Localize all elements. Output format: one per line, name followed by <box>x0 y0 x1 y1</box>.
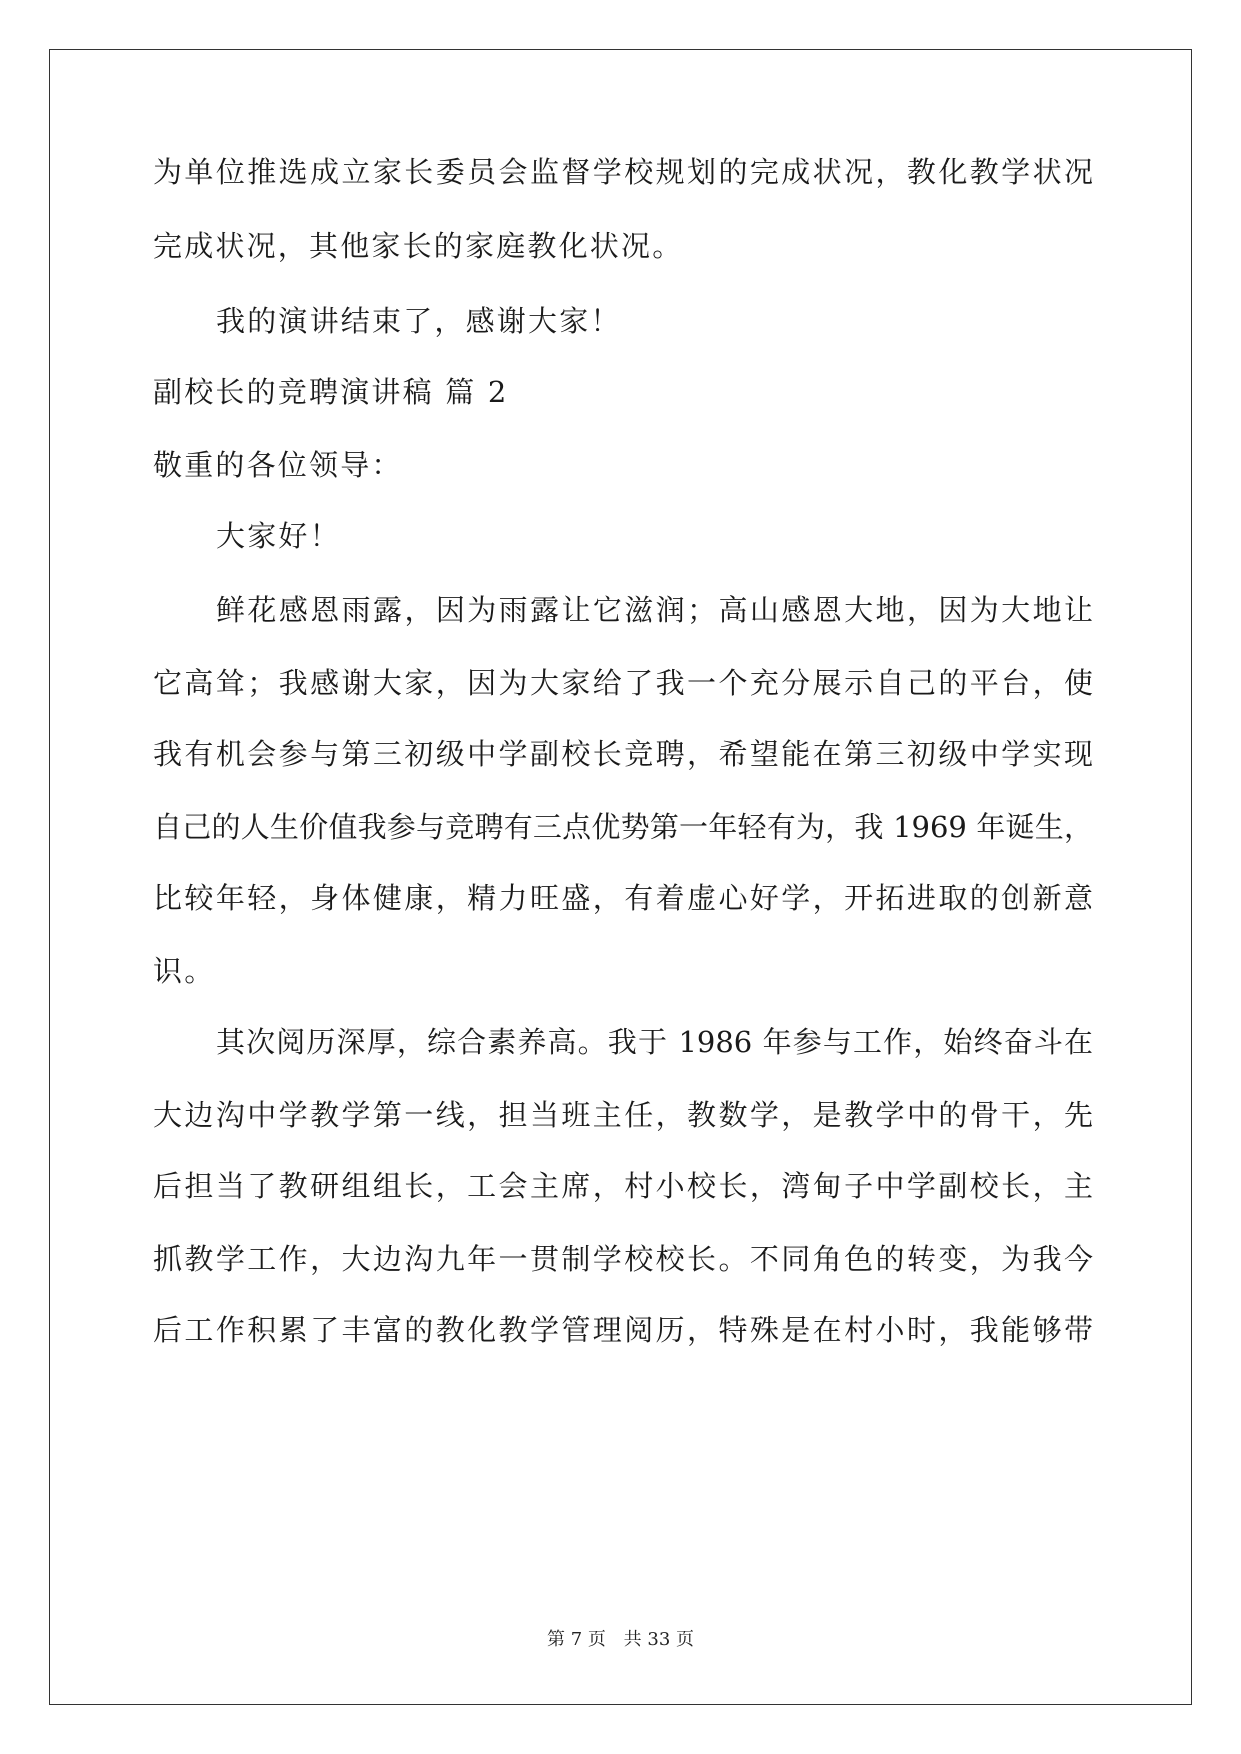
paragraph-line: 比较年轻，身体健康，精力旺盛，有着虚心好学，开拓进取的创新意 <box>153 881 1093 915</box>
paragraph-line: 识。 <box>153 954 216 988</box>
page-border <box>49 49 1192 1705</box>
page-total: 共 33 页 <box>623 1629 694 1650</box>
paragraph-line: 后工作积累了丰富的教化教学管理阅历，特殊是在村小时，我能够带 <box>153 1313 1093 1347</box>
page-footer <box>0 1628 1241 1652</box>
paragraph-line: 其次阅历深厚，综合素养高。我于 1986 年参与工作，始终奋斗在 <box>216 1025 1093 1059</box>
paragraph-line: 为单位推选成立家长委员会监督学校规划的完成状况，教化教学状况 <box>153 155 1093 189</box>
paragraph-line: 它高耸；我感谢大家，因为大家给了我一个充分展示自己的平台，使 <box>153 666 1093 700</box>
section-heading: 副校长的竞聘演讲稿 篇 2 <box>153 375 509 409</box>
paragraph-line: 我有机会参与第三初级中学副校长竞聘，希望能在第三初级中学实现 <box>153 737 1093 771</box>
greeting: 大家好！ <box>216 519 341 553</box>
closing-line: 我的演讲结束了，感谢大家！ <box>216 304 622 338</box>
paragraph-line: 鲜花感恩雨露，因为雨露让它滋润；高山感恩大地，因为大地让 <box>216 593 1093 627</box>
paragraph-line: 自己的人生价值我参与竞聘有三点优势第一年轻有为，我 1969 年诞生， <box>153 810 1093 844</box>
paragraph-line: 后担当了教研组组长，工会主席，村小校长，湾甸子中学副校长，主 <box>153 1169 1093 1203</box>
paragraph-line: 抓教学工作，大边沟九年一贯制学校校长。不同角色的转变，为我今 <box>153 1242 1093 1276</box>
salutation: 敬重的各位领导： <box>153 448 403 482</box>
page-number: 第 7 页 <box>547 1629 606 1650</box>
paragraph-line: 大边沟中学教学第一线，担当班主任，教数学，是教学中的骨干，先 <box>153 1098 1093 1132</box>
paragraph-line: 完成状况，其他家长的家庭教化状况。 <box>153 229 684 263</box>
